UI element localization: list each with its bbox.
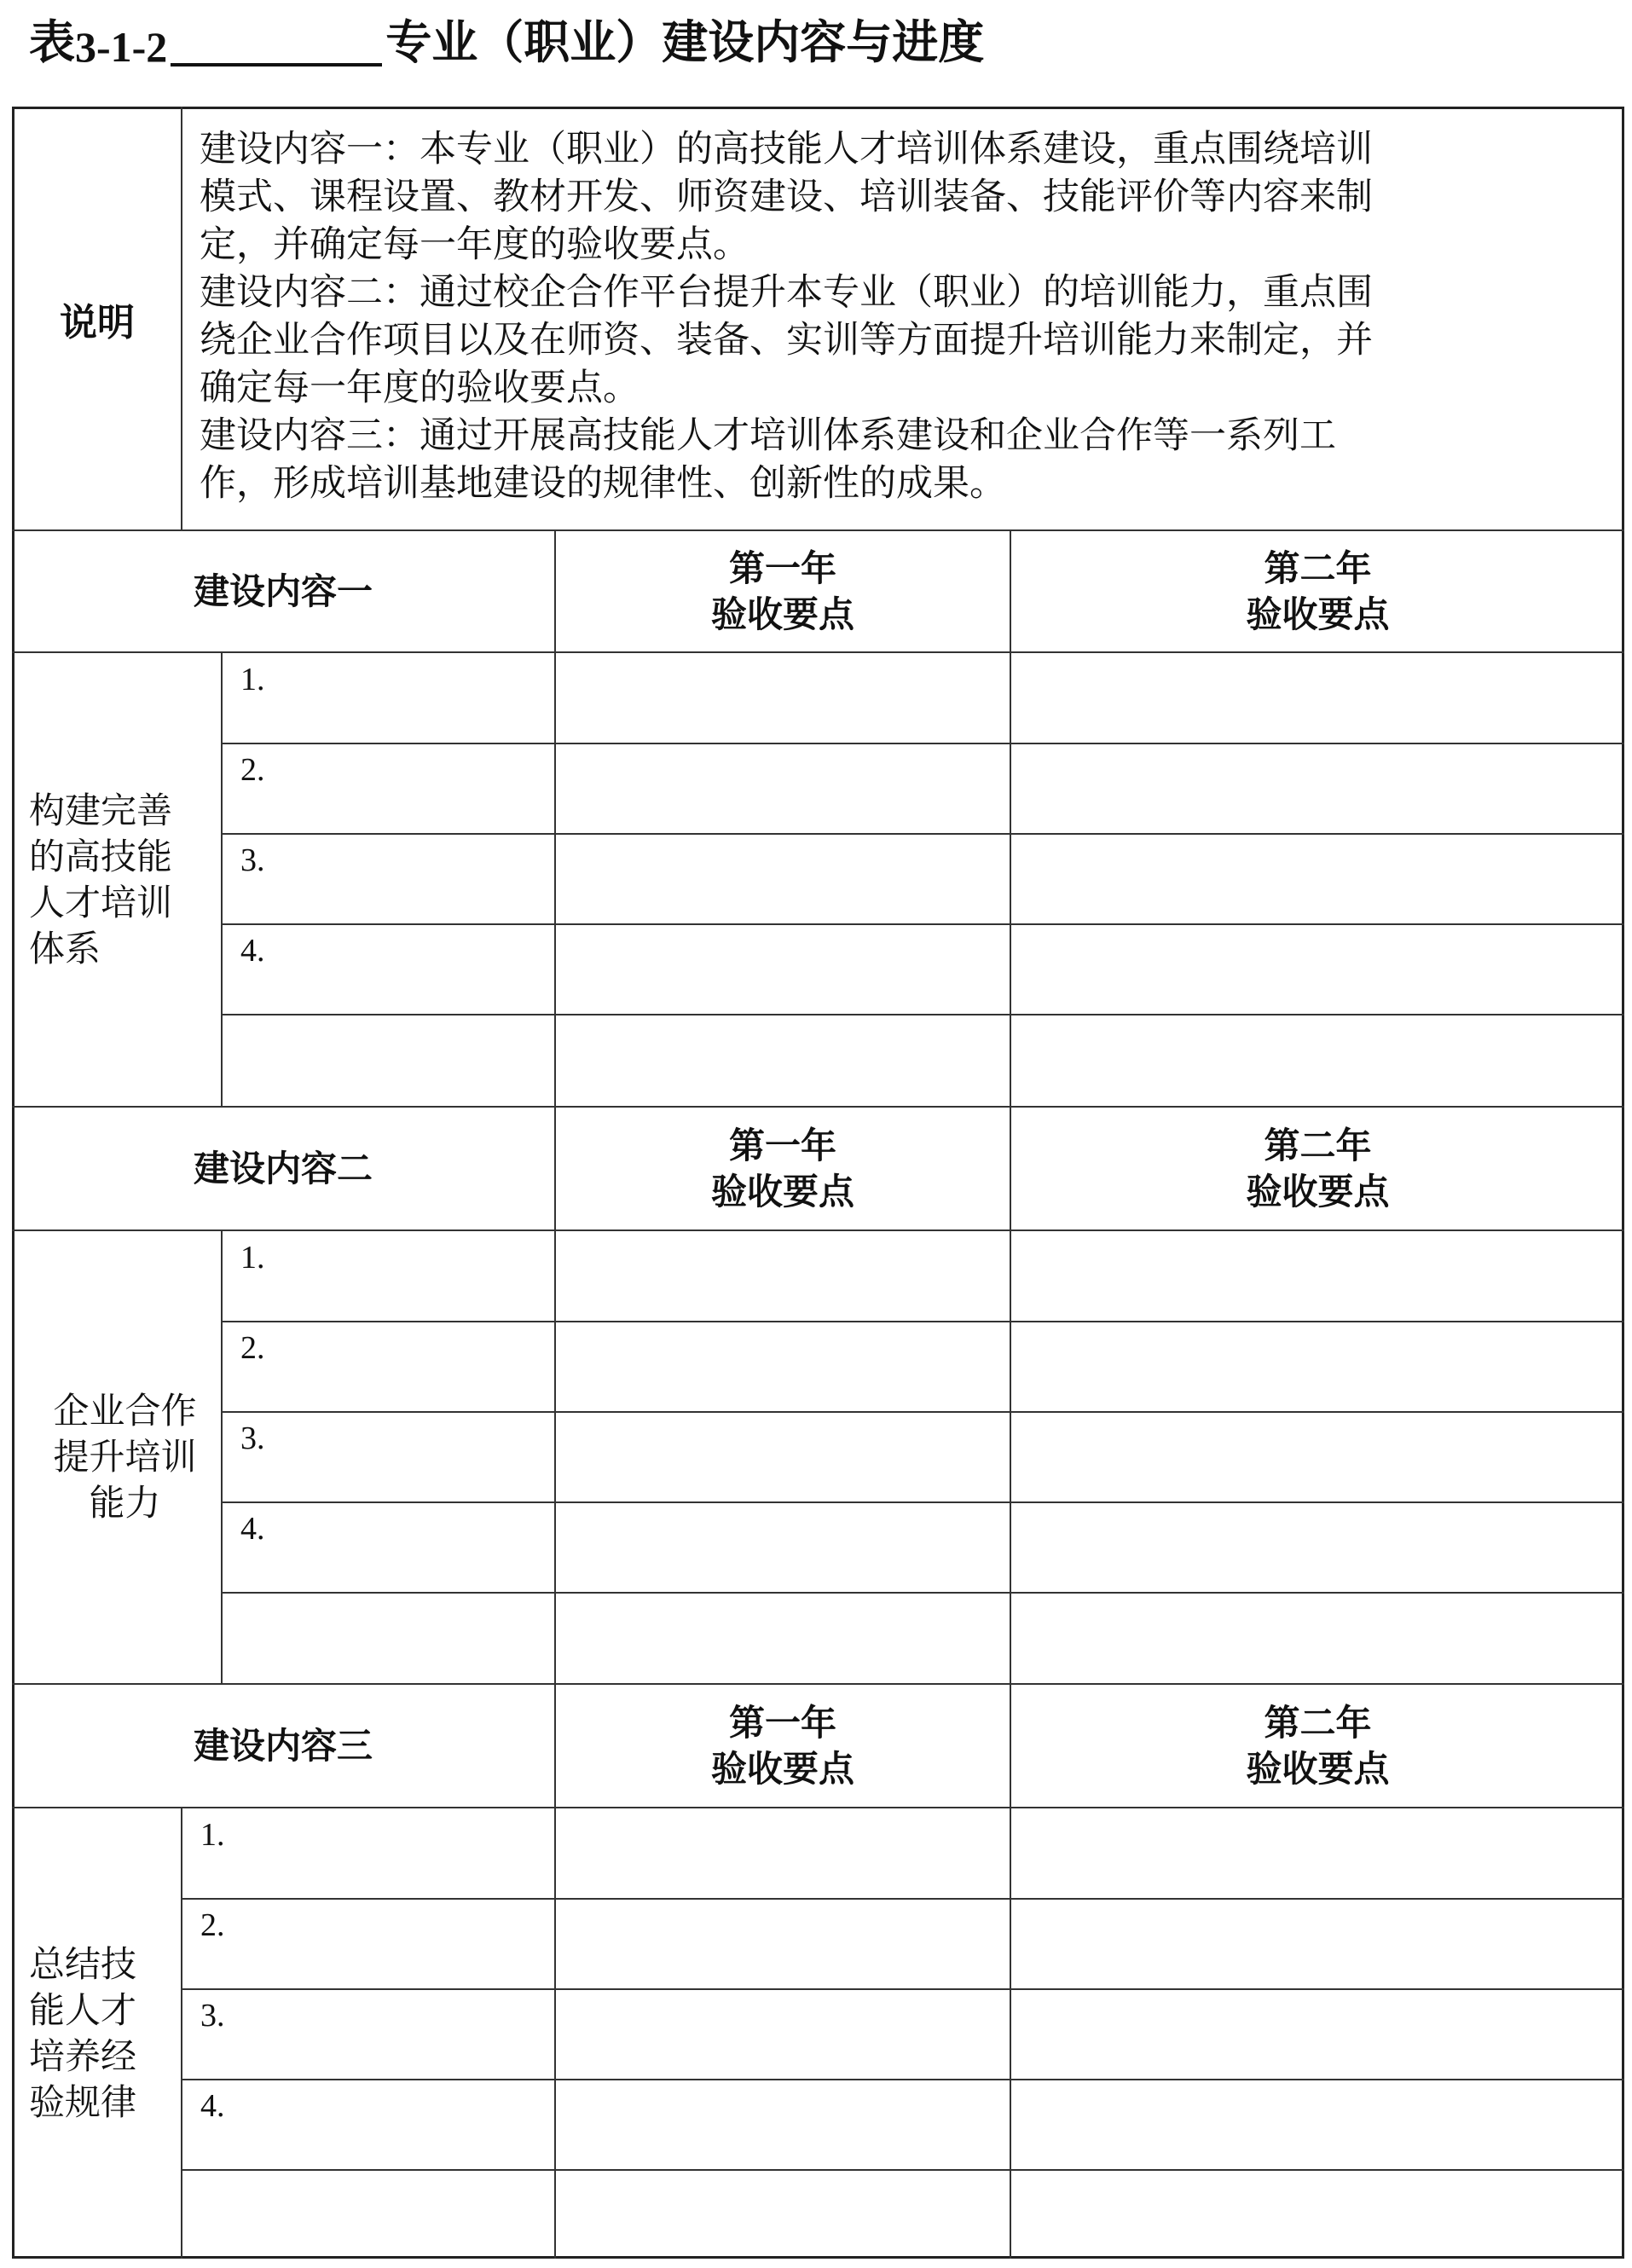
- divider: [181, 1808, 182, 2259]
- item-number: 1.: [240, 1240, 265, 1276]
- section-row-label: [29, 1808, 181, 2259]
- section-row-label: [29, 652, 217, 1107]
- year1-header: [556, 1107, 1010, 1230]
- section-row-label: [29, 1230, 221, 1684]
- divider: [181, 1898, 1624, 1900]
- title-prefix: 表: [29, 15, 75, 69]
- year-label: 第一年: [728, 547, 836, 589]
- acceptance-label: 验收要点: [1246, 593, 1390, 635]
- divider: [181, 2079, 1624, 2080]
- divider: [221, 833, 1624, 835]
- item-number: 4.: [200, 2088, 225, 2124]
- label-line: 企业合作: [53, 1390, 197, 1432]
- label-line: 人才培训: [29, 881, 173, 923]
- year2-header: [1011, 530, 1624, 652]
- divider: [221, 1592, 1624, 1594]
- progress-table: [12, 107, 1624, 2259]
- label-line: 的高技能: [29, 835, 173, 877]
- label-line: 提升培训: [53, 1436, 197, 1478]
- label-line: 构建完善: [29, 789, 173, 831]
- year-label: 第二年: [1264, 547, 1372, 589]
- divider: [221, 1321, 1624, 1322]
- label-line: 培养经: [29, 2034, 137, 2077]
- year2-header: [1011, 1107, 1624, 1230]
- acceptance-label: 验收要点: [710, 1170, 854, 1212]
- item-number: 2.: [240, 752, 265, 788]
- item-number: 1.: [200, 1817, 225, 1853]
- explanation-text: [200, 125, 1547, 507]
- section-heading: 建设内容三: [193, 1724, 373, 1767]
- item-number: 3.: [240, 1420, 265, 1456]
- label-line: 能力: [89, 1482, 161, 1524]
- divider: [221, 1230, 223, 1684]
- page-title: [29, 12, 984, 72]
- section-heading: 建设内容一: [193, 570, 373, 612]
- item-number: 2.: [240, 1330, 265, 1366]
- explanation-line: 建设内容三：通过开展高技能人才培训体系建设和企业合作等一系列工: [200, 414, 1336, 457]
- divider: [221, 652, 223, 1107]
- year1-header: [556, 1684, 1010, 1808]
- year-label: 第一年: [728, 1701, 836, 1744]
- divider: [12, 1807, 1624, 1808]
- explanation-line: 定，并确定每一年度的验收要点。: [200, 223, 749, 266]
- label-line: 能人才: [29, 1988, 137, 2031]
- acceptance-label: 验收要点: [1246, 1170, 1390, 1212]
- divider: [221, 743, 1624, 744]
- acceptance-label: 验收要点: [710, 593, 854, 635]
- year1-header: [556, 530, 1010, 652]
- item-number: 4.: [240, 1511, 265, 1547]
- divider: [221, 1014, 1624, 1015]
- item-number: 3.: [240, 842, 265, 878]
- divider: [12, 651, 1624, 653]
- divider: [12, 1229, 1624, 1231]
- explanation-line: 建设内容一：本专业（职业）的高技能人才培训体系建设，重点围绕培训: [200, 128, 1373, 171]
- year-label: 第二年: [1264, 1701, 1372, 1744]
- item-number: 1.: [240, 662, 265, 697]
- item-number: 2.: [200, 1907, 225, 1943]
- year2-header: [1011, 1684, 1624, 1808]
- year-label: 第二年: [1264, 1124, 1372, 1166]
- title-suffix: 专业（职业）建设内容与进度: [385, 15, 985, 69]
- divider: [221, 1411, 1624, 1413]
- title-number: 3-1-2: [75, 23, 168, 71]
- title-blank-line[interactable]: [171, 62, 382, 67]
- section-heading: 建设内容二: [193, 1147, 373, 1189]
- divider: [181, 1988, 1624, 1990]
- explanation-line: 建设内容二：通过校企合作平台提升本专业（职业）的培训能力，重点围: [200, 271, 1373, 314]
- acceptance-label: 验收要点: [710, 1747, 854, 1790]
- item-number: 3.: [200, 1998, 225, 2034]
- explanation-line: 作，形成培训基地建设的规律性、创新性的成果。: [200, 462, 1006, 505]
- divider: [181, 2169, 1624, 2171]
- divider: [221, 1501, 1624, 1503]
- item-number: 4.: [240, 933, 265, 969]
- explanation-line: 确定每一年度的验收要点。: [200, 367, 639, 409]
- explanation-line: 模式、课程设置、教材开发、师资建设、培训装备、技能评价等内容来制: [200, 176, 1373, 218]
- divider: [221, 923, 1624, 925]
- label-line: 体系: [29, 927, 101, 969]
- acceptance-label: 验收要点: [1246, 1747, 1390, 1790]
- label-line: 验规律: [29, 2080, 137, 2123]
- label-line: 总结技: [29, 1942, 137, 1985]
- explanation-label: 说明: [60, 300, 135, 344]
- explanation-line: 绕企业合作项目以及在师资、装备、实训等方面提升培训能力来制定，并: [200, 319, 1373, 362]
- year-label: 第一年: [728, 1124, 836, 1166]
